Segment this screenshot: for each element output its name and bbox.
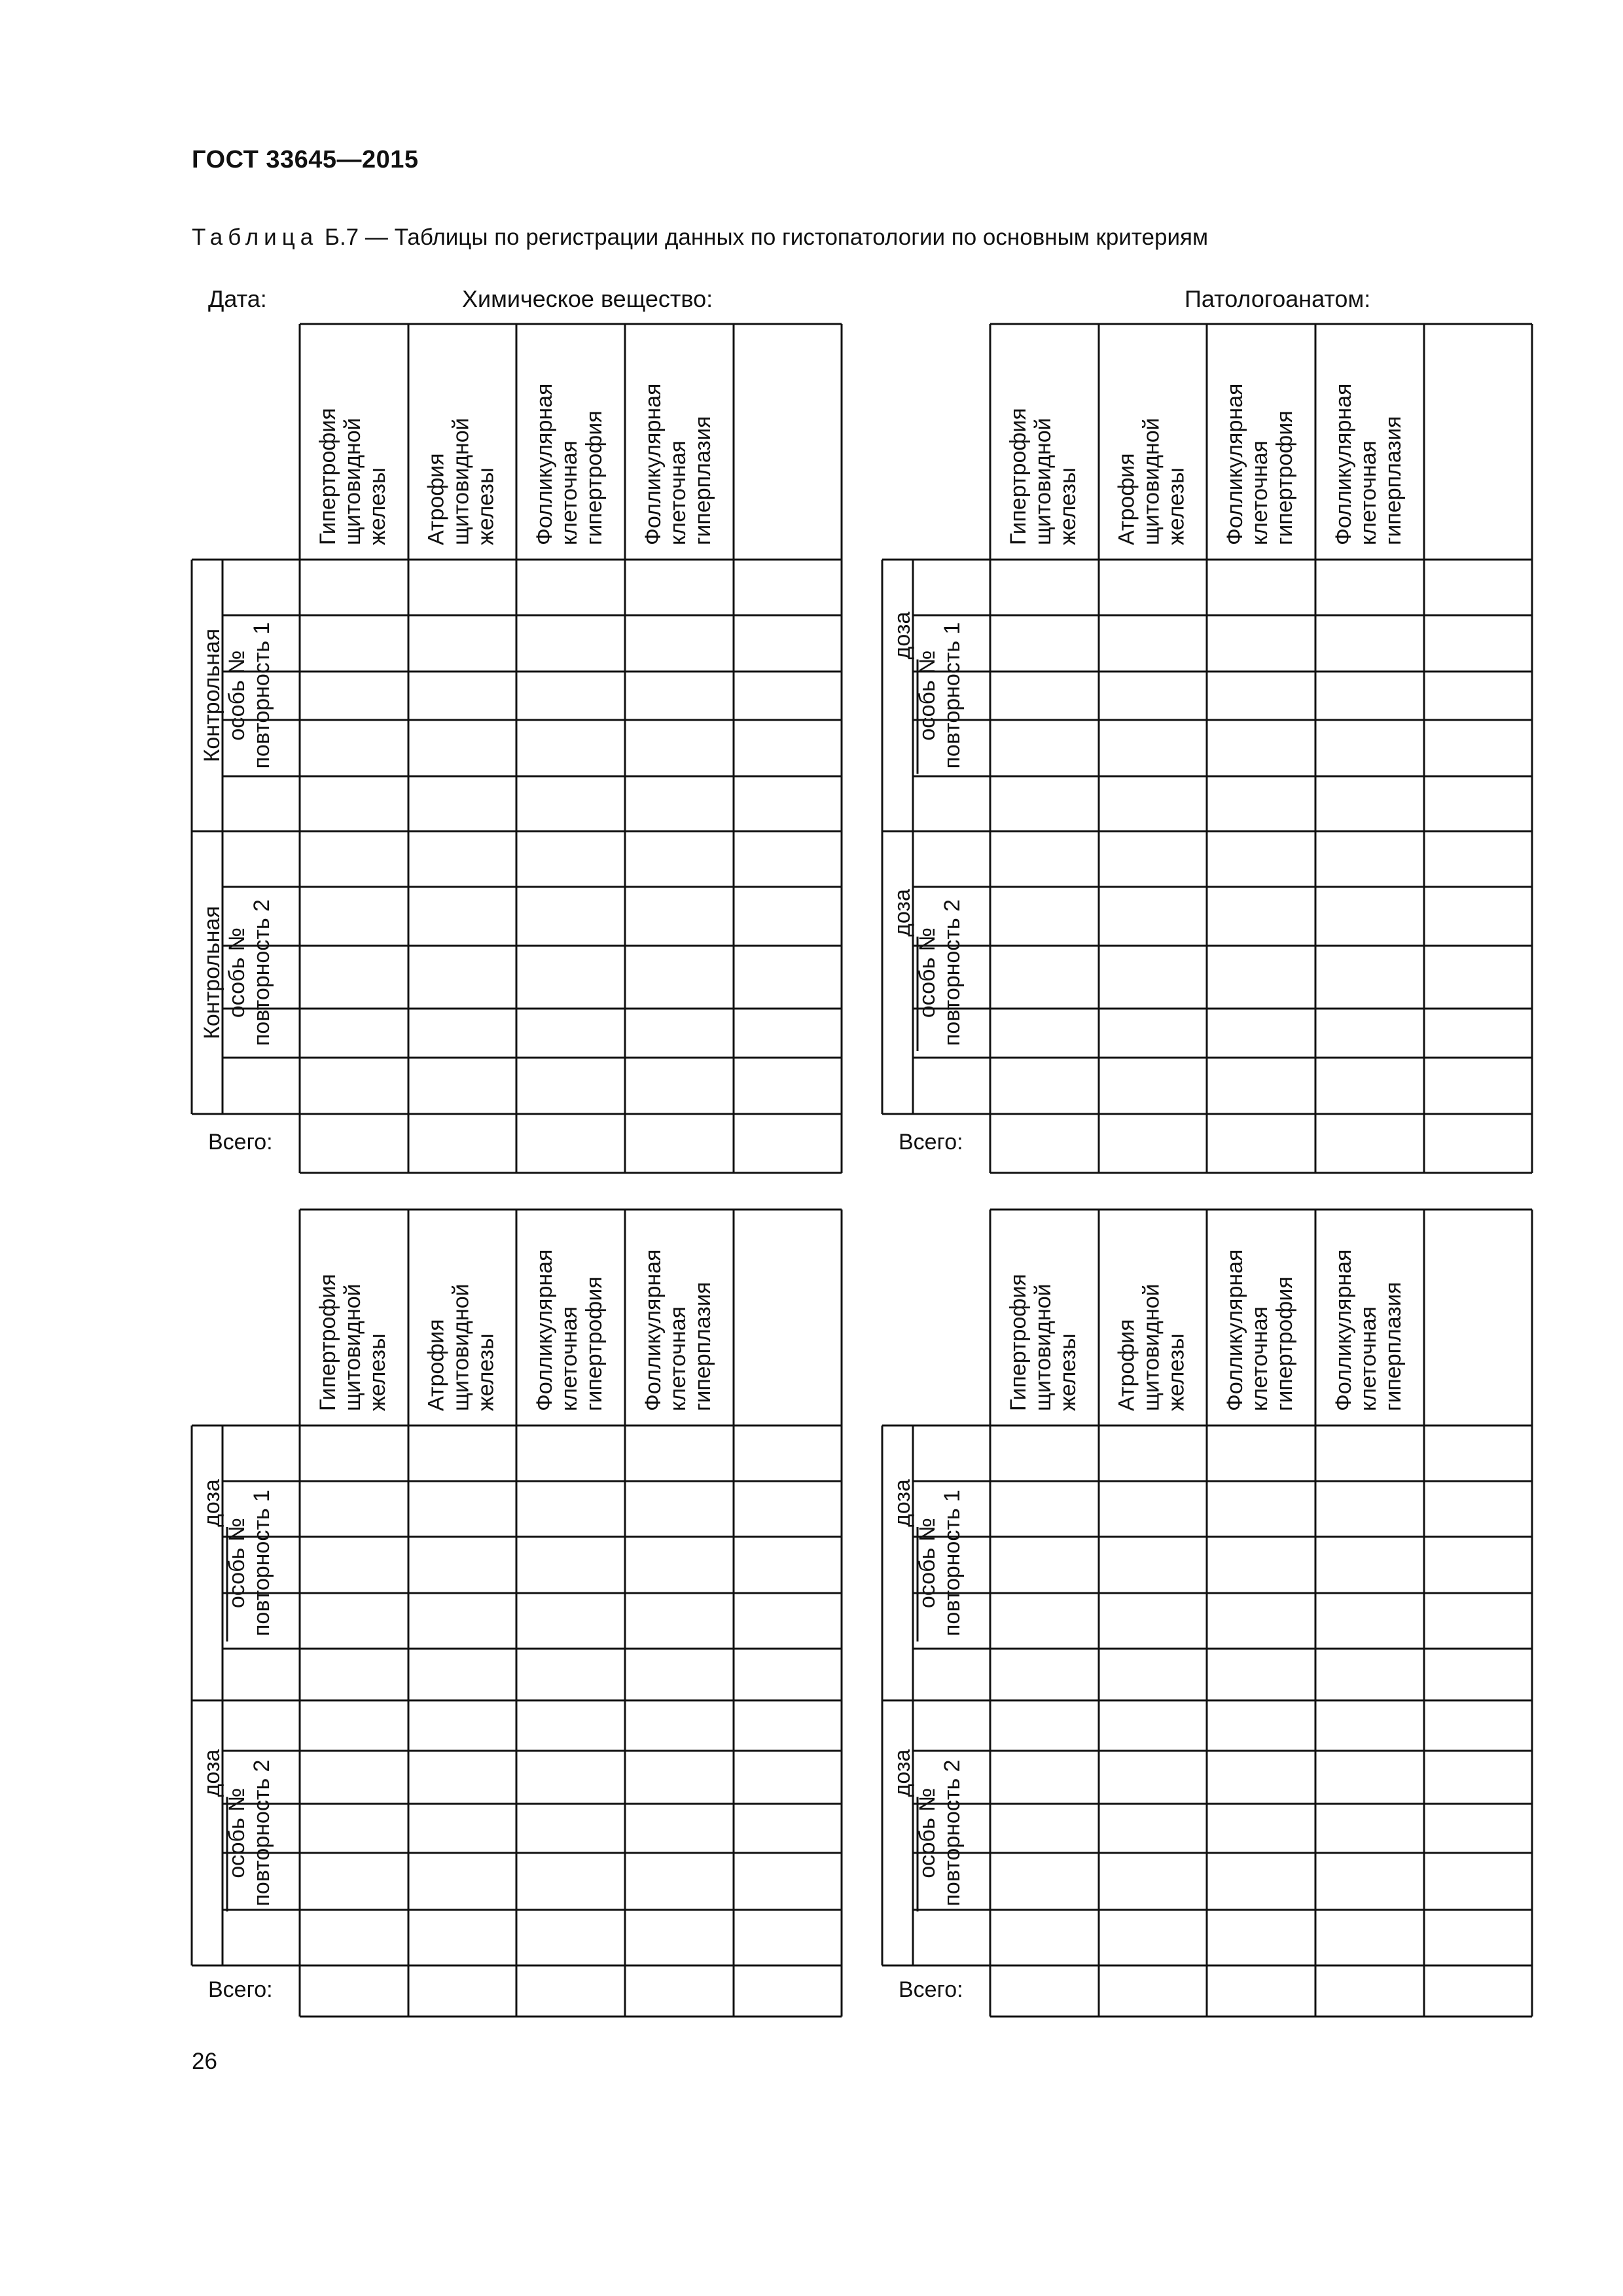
column-header-text: Атрофия	[423, 1319, 449, 1411]
group-label-text: повторность 1	[939, 622, 965, 769]
group-label-text: повторность 1	[249, 1490, 274, 1636]
column-header-text: клеточная	[1355, 1306, 1381, 1411]
column-header-text: железы	[365, 1333, 390, 1411]
page-number: 26	[192, 2049, 217, 2074]
pathologist-label: Патологоанатом:	[1185, 285, 1371, 312]
column-header-text: гиперплазия	[690, 416, 715, 545]
group-label-text: повторность 2	[249, 899, 274, 1046]
chemical-substance-label: Химическое вещество:	[462, 285, 713, 312]
column-header-text: железы	[1164, 467, 1189, 545]
dose-label-text: доза	[199, 1479, 224, 1527]
column-header-text: железы	[1055, 1333, 1080, 1411]
column-header-text: гиперплазия	[1380, 1282, 1406, 1411]
column-header-text: Атрофия	[1114, 453, 1139, 545]
group-label-text: повторность 2	[249, 1759, 274, 1907]
total-label: Всего:	[208, 1129, 273, 1155]
column-header-text: Гипертрофия	[315, 1274, 340, 1411]
column-header-text: железы	[473, 1333, 499, 1411]
group-label-text: особь №	[224, 1787, 249, 1878]
column-header-text: Фолликулярная	[1222, 383, 1247, 545]
dose-label-text: доза	[889, 1479, 915, 1527]
column-header-text: Атрофия	[423, 453, 449, 545]
dose-label-text: доза	[889, 611, 915, 660]
column-header-text: Атрофия	[1114, 1319, 1139, 1411]
group-label-text: Контрольная	[199, 906, 224, 1039]
column-header-text: щитовидной	[1030, 1283, 1056, 1411]
column-header-text: гипертрофия	[581, 1276, 607, 1411]
column-header-text: железы	[365, 467, 390, 545]
column-header-text: Фолликулярная	[1330, 383, 1356, 545]
column-header-text: гипертрофия	[1272, 1276, 1297, 1411]
group-label-text: особь №	[914, 927, 940, 1018]
group-label-text: особь №	[224, 927, 249, 1018]
column-header-text: клеточная	[665, 1306, 690, 1411]
column-header-text: Гипертрофия	[1005, 1274, 1031, 1411]
group-label-text: особь №	[914, 650, 940, 741]
column-header-text: клеточная	[1355, 440, 1381, 545]
column-header-text: клеточная	[1247, 1306, 1272, 1411]
column-header-text: железы	[473, 467, 499, 545]
column-header-text: Фолликулярная	[1330, 1249, 1356, 1411]
column-header-text: железы	[1164, 1333, 1189, 1411]
column-header-text: Фолликулярная	[531, 1249, 557, 1411]
column-header-text: Фолликулярная	[1222, 1249, 1247, 1411]
column-header-text: щитовидной	[1030, 418, 1056, 545]
column-header-text: клеточная	[556, 1306, 582, 1411]
column-header-text: щитовидной	[340, 1283, 365, 1411]
column-header-text: гиперплазия	[1380, 416, 1406, 545]
group-label-text: Контрольная	[199, 628, 224, 762]
column-header-text: железы	[1055, 467, 1080, 545]
caption-label: Таблица	[192, 224, 319, 250]
column-header-text: щитовидной	[448, 1283, 474, 1411]
dose-label-text: доза	[889, 889, 915, 937]
group-label-text: особь №	[914, 1787, 940, 1878]
column-header-text: гипертрофия	[1272, 410, 1297, 545]
group-label-text: особь №	[914, 1517, 940, 1609]
data-table-1	[192, 324, 842, 1173]
group-label-text: повторность 2	[939, 899, 965, 1046]
dose-label-text: доза	[889, 1749, 915, 1797]
total-label: Всего:	[899, 1129, 963, 1155]
caption-text: Б.7 — Таблицы по регистрации данных по гистопатологии по основным критериям	[324, 224, 1209, 250]
column-header-text: гиперплазия	[690, 1282, 715, 1411]
column-header-text: Гипертрофия	[1005, 408, 1031, 545]
data-table-3	[192, 1210, 842, 2017]
column-header-text: клеточная	[1247, 440, 1272, 545]
total-label: Всего:	[899, 1977, 963, 2002]
group-label-text: повторность 1	[939, 1490, 965, 1636]
column-header-text: клеточная	[556, 440, 582, 545]
group-label-text: повторность 1	[249, 622, 274, 769]
group-label-text: особь №	[224, 1517, 249, 1609]
column-header-text: клеточная	[665, 440, 690, 545]
column-header-text: Гипертрофия	[315, 408, 340, 545]
column-header-text: Фолликулярная	[640, 1249, 666, 1411]
column-header-text: щитовидной	[1139, 418, 1164, 545]
column-header-text: Фолликулярная	[640, 383, 666, 545]
document-code: ГОСТ 33645—2015	[192, 146, 419, 173]
column-header-text: гипертрофия	[581, 410, 607, 545]
column-header-text: Фолликулярная	[531, 383, 557, 545]
data-table-2	[882, 324, 1532, 1173]
total-label: Всего:	[208, 1977, 273, 2002]
group-label-text: особь №	[224, 650, 249, 741]
dose-label-text: доза	[199, 1749, 224, 1797]
column-header-text: щитовидной	[340, 418, 365, 545]
group-label-text: повторность 2	[939, 1759, 965, 1907]
data-table-4	[882, 1210, 1532, 2017]
date-label: Дата:	[208, 285, 267, 312]
column-header-text: щитовидной	[1139, 1283, 1164, 1411]
column-header-text: щитовидной	[448, 418, 474, 545]
